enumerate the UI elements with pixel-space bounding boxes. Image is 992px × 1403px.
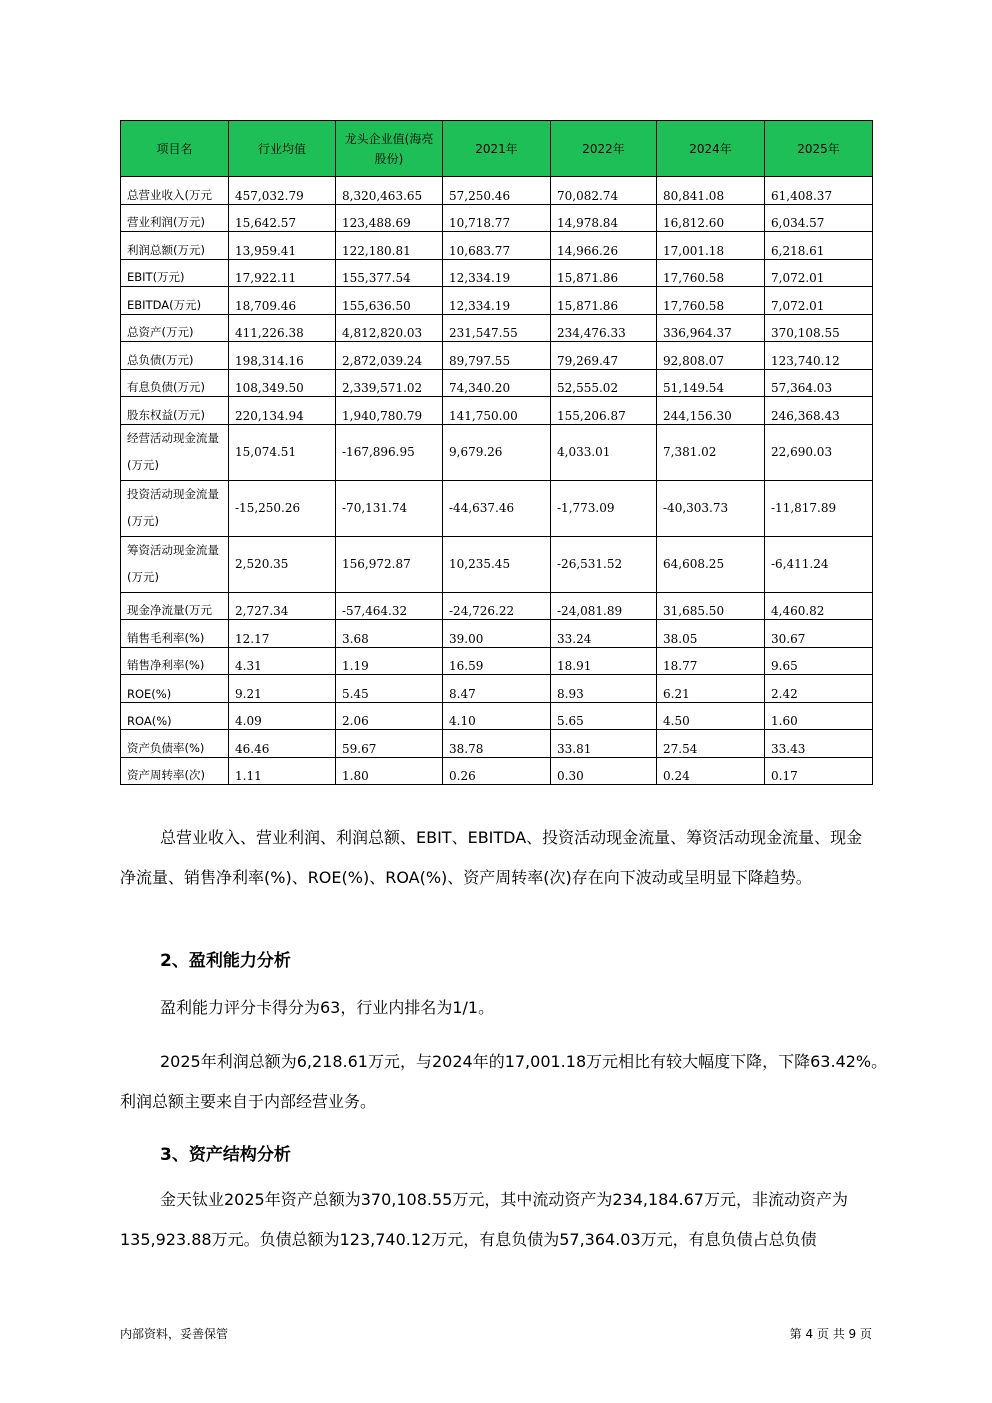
row-label: EBIT(万元) (121, 259, 229, 287)
table-cell: 141,750.00 (443, 397, 551, 425)
table-cell: 17,922.11 (229, 259, 336, 287)
row-label: 销售净利率(%) (121, 647, 229, 675)
table-cell: 15,642.57 (229, 204, 336, 232)
table-cell: -57,464.32 (336, 592, 443, 620)
table-cell: 16.59 (443, 647, 551, 675)
table-cell: 17,760.58 (657, 287, 765, 315)
table-cell: 155,636.50 (336, 287, 443, 315)
table-cell: 30.67 (765, 620, 873, 648)
table-cell: 33.24 (551, 620, 657, 648)
table-cell: 31,685.50 (657, 592, 765, 620)
table-cell: 244,156.30 (657, 397, 765, 425)
table-cell: 9.21 (229, 675, 336, 703)
table-row (121, 675, 873, 703)
header-cell-leader: 龙头企业值(海亮股份) (336, 121, 443, 177)
table-cell: 51,149.54 (657, 369, 765, 397)
profit-detail-text: 2025年利润总额为6,218.61万元，与2024年的17,001.18万元相比有较大幅度下降，下降63.42%。利润总额主要来自于内部经营业务。 (120, 1052, 888, 1111)
row-label: 经营活动现金流量(万元) (121, 424, 229, 480)
table-cell: 33.81 (551, 730, 657, 758)
table-cell: 59.67 (336, 730, 443, 758)
table-cell: 8.93 (551, 675, 657, 703)
footer-confidential: 内部资料，妥善保管 (120, 1327, 229, 1341)
table-row (121, 369, 873, 397)
table-cell: 1.80 (336, 757, 443, 785)
table-cell: 2,520.35 (229, 536, 336, 592)
table-cell: 15,871.86 (551, 287, 657, 315)
table-cell: 38.78 (443, 730, 551, 758)
table-cell: 3.68 (336, 620, 443, 648)
section-heading-asset-structure: 3、资产结构分析 (160, 1145, 291, 1165)
table-row (121, 702, 873, 730)
row-label: 股东权益(万元) (121, 397, 229, 425)
table-cell: 246,368.43 (765, 397, 873, 425)
table-cell: 4.50 (657, 702, 765, 730)
row-label: 有息负债(万元) (121, 369, 229, 397)
table-cell: 7,381.02 (657, 424, 765, 480)
row-label: ROE(%) (121, 675, 229, 703)
row-label: 投资活动现金流量(万元) (121, 480, 229, 536)
table-cell: 155,377.54 (336, 259, 443, 287)
table-cell: 2,727.34 (229, 592, 336, 620)
row-label: 总营业收入(万元 (121, 177, 229, 205)
table-cell: 1.19 (336, 647, 443, 675)
asset-detail-text: 金天钛业2025年资产总额为370,108.55万元，其中流动资产为234,184.67万元，非流动资产为135,923.88万元。负债总额为123,740.12万元，有息负债为57,364.03万元，有息负债占总负债 (120, 1190, 848, 1249)
header-cell-2024: 2024年 (657, 121, 765, 177)
table-cell: 0.30 (551, 757, 657, 785)
table-row (121, 730, 873, 758)
table-cell: -24,726.22 (443, 592, 551, 620)
table-cell: -70,131.74 (336, 480, 443, 536)
table-cell: 198,314.16 (229, 342, 336, 370)
table-cell: 27.54 (657, 730, 765, 758)
table-cell: 4,460.82 (765, 592, 873, 620)
table-cell: 15,871.86 (551, 259, 657, 287)
row-label: 现金净流量(万元 (121, 592, 229, 620)
header-cell-2021: 2021年 (443, 121, 551, 177)
table-cell: 17,760.58 (657, 259, 765, 287)
table-header (121, 121, 873, 177)
table-cell: 1.60 (765, 702, 873, 730)
table-row (121, 204, 873, 232)
table-cell: -15,250.26 (229, 480, 336, 536)
table-cell: 10,718.77 (443, 204, 551, 232)
header-cell-item: 项目名 (121, 121, 229, 177)
table-cell: 10,683.77 (443, 232, 551, 260)
table-cell: 8.47 (443, 675, 551, 703)
table-cell: 89,797.55 (443, 342, 551, 370)
table-cell: 411,226.38 (229, 314, 336, 342)
table-cell: 108,349.50 (229, 369, 336, 397)
table-cell: 122,180.81 (336, 232, 443, 260)
table-cell: -26,531.52 (551, 536, 657, 592)
table-cell: 57,364.03 (765, 369, 873, 397)
table-cell: 12,334.19 (443, 259, 551, 287)
table-cell: 46.46 (229, 730, 336, 758)
table-cell: 156,972.87 (336, 536, 443, 592)
table-cell: 0.24 (657, 757, 765, 785)
table-cell: 22,690.03 (765, 424, 873, 480)
table-cell: 0.26 (443, 757, 551, 785)
table-cell: 15,074.51 (229, 424, 336, 480)
table-cell: 80,841.08 (657, 177, 765, 205)
table-cell: 13,959.41 (229, 232, 336, 260)
table-cell: 2.42 (765, 675, 873, 703)
table-cell: 14,966.26 (551, 232, 657, 260)
table-cell: 64,608.25 (657, 536, 765, 592)
table-row (121, 647, 873, 675)
table-cell: 1,940,780.79 (336, 397, 443, 425)
table-cell: 4.10 (443, 702, 551, 730)
table-cell: 38.05 (657, 620, 765, 648)
table-cell: 9.65 (765, 647, 873, 675)
table-cell: -40,303.73 (657, 480, 765, 536)
table-cell: 17,001.18 (657, 232, 765, 260)
table-cell: 4.09 (229, 702, 336, 730)
table-cell: 2,339,571.02 (336, 369, 443, 397)
table-row (121, 620, 873, 648)
table-cell: 2,872,039.24 (336, 342, 443, 370)
header-row (121, 121, 873, 177)
table-cell: 4,033.01 (551, 424, 657, 480)
table-cell: 336,964.37 (657, 314, 765, 342)
table-cell: -11,817.89 (765, 480, 873, 536)
table-row (121, 592, 873, 620)
table-cell: 0.17 (765, 757, 873, 785)
table-cell: 92,808.07 (657, 342, 765, 370)
table-cell: 57,250.46 (443, 177, 551, 205)
table-cell: 61,408.37 (765, 177, 873, 205)
table-row (121, 757, 873, 785)
table-cell: 155,206.87 (551, 397, 657, 425)
table-row (121, 232, 873, 260)
table-cell: 5.45 (336, 675, 443, 703)
table-cell: 16,812.60 (657, 204, 765, 232)
table-cell: 231,547.55 (443, 314, 551, 342)
profit-score-text: 盈利能力评分卡得分为63，行业内排名为1/1。 (160, 998, 495, 1017)
header-cell-2025: 2025年 (765, 121, 873, 177)
table-cell: 5.65 (551, 702, 657, 730)
table-row (121, 536, 873, 592)
table-cell: 1.11 (229, 757, 336, 785)
table-cell: 18.91 (551, 647, 657, 675)
section-heading-profitability: 2、盈利能力分析 (160, 951, 291, 971)
table-row (121, 287, 873, 315)
table-cell: 370,108.55 (765, 314, 873, 342)
table-cell: 52,555.02 (551, 369, 657, 397)
row-label: 筹资活动现金流量(万元) (121, 536, 229, 592)
asset-detail-paragraph (120, 1180, 872, 1260)
table-cell: 123,740.12 (765, 342, 873, 370)
table-cell: 7,072.01 (765, 287, 873, 315)
row-label: EBITDA(万元) (121, 287, 229, 315)
table-cell: 12,334.19 (443, 287, 551, 315)
row-label: 营业利润(万元) (121, 204, 229, 232)
table-cell: 79,269.47 (551, 342, 657, 370)
table-cell: 9,679.26 (443, 424, 551, 480)
summary-paragraph (120, 818, 872, 898)
table-cell: 2.06 (336, 702, 443, 730)
table-body (121, 177, 873, 785)
footer-page-number: 第 4 页 共 9 页 (789, 1327, 872, 1341)
profit-score-paragraph (120, 988, 872, 1028)
table-row (121, 342, 873, 370)
table-cell: -44,637.46 (443, 480, 551, 536)
table-cell: 234,476.33 (551, 314, 657, 342)
table-row (121, 424, 873, 480)
table-cell: 4.31 (229, 647, 336, 675)
financial-table (120, 120, 873, 785)
table-cell: 12.17 (229, 620, 336, 648)
table-cell: 33.43 (765, 730, 873, 758)
table-row (121, 397, 873, 425)
table-cell: 14,978.84 (551, 204, 657, 232)
table-cell: 457,032.79 (229, 177, 336, 205)
table-cell: 70,082.74 (551, 177, 657, 205)
table-cell: -6,411.24 (765, 536, 873, 592)
table-cell: 74,340.20 (443, 369, 551, 397)
row-label: 资产周转率(次) (121, 757, 229, 785)
table-cell: 6,034.57 (765, 204, 873, 232)
table-row (121, 314, 873, 342)
table-cell: 6,218.61 (765, 232, 873, 260)
table-cell: -24,081.89 (551, 592, 657, 620)
header-cell-2022: 2022年 (551, 121, 657, 177)
table-cell: 10,235.45 (443, 536, 551, 592)
row-label: ROA(%) (121, 702, 229, 730)
table-cell: 39.00 (443, 620, 551, 648)
table-row (121, 259, 873, 287)
table-row (121, 480, 873, 536)
table-cell: 18.77 (657, 647, 765, 675)
row-label: 资产负债率(%) (121, 730, 229, 758)
table-cell: 4,812,820.03 (336, 314, 443, 342)
profit-detail-paragraph (120, 1042, 892, 1122)
row-label: 利润总额(万元) (121, 232, 229, 260)
header-cell-industry-avg: 行业均值 (229, 121, 336, 177)
row-label: 总资产(万元) (121, 314, 229, 342)
table-cell: 6.21 (657, 675, 765, 703)
table-cell: 220,134.94 (229, 397, 336, 425)
table-cell: 8,320,463.65 (336, 177, 443, 205)
table-row (121, 177, 873, 205)
summary-text: 总营业收入、营业利润、利润总额、EBIT、EBITDA、投资活动现金流量、筹资活动现金流量、现金净流量、销售净利率(%)、ROE(%)、ROA(%)、资产周转率(次)存在向下波动或呈明显下降趋势。 (120, 828, 863, 887)
table-cell: 7,072.01 (765, 259, 873, 287)
row-label: 销售毛利率(%) (121, 620, 229, 648)
table-cell: 123,488.69 (336, 204, 443, 232)
table-cell: -1,773.09 (551, 480, 657, 536)
table-cell: 18,709.46 (229, 287, 336, 315)
row-label: 总负债(万元) (121, 342, 229, 370)
table-cell: -167,896.95 (336, 424, 443, 480)
